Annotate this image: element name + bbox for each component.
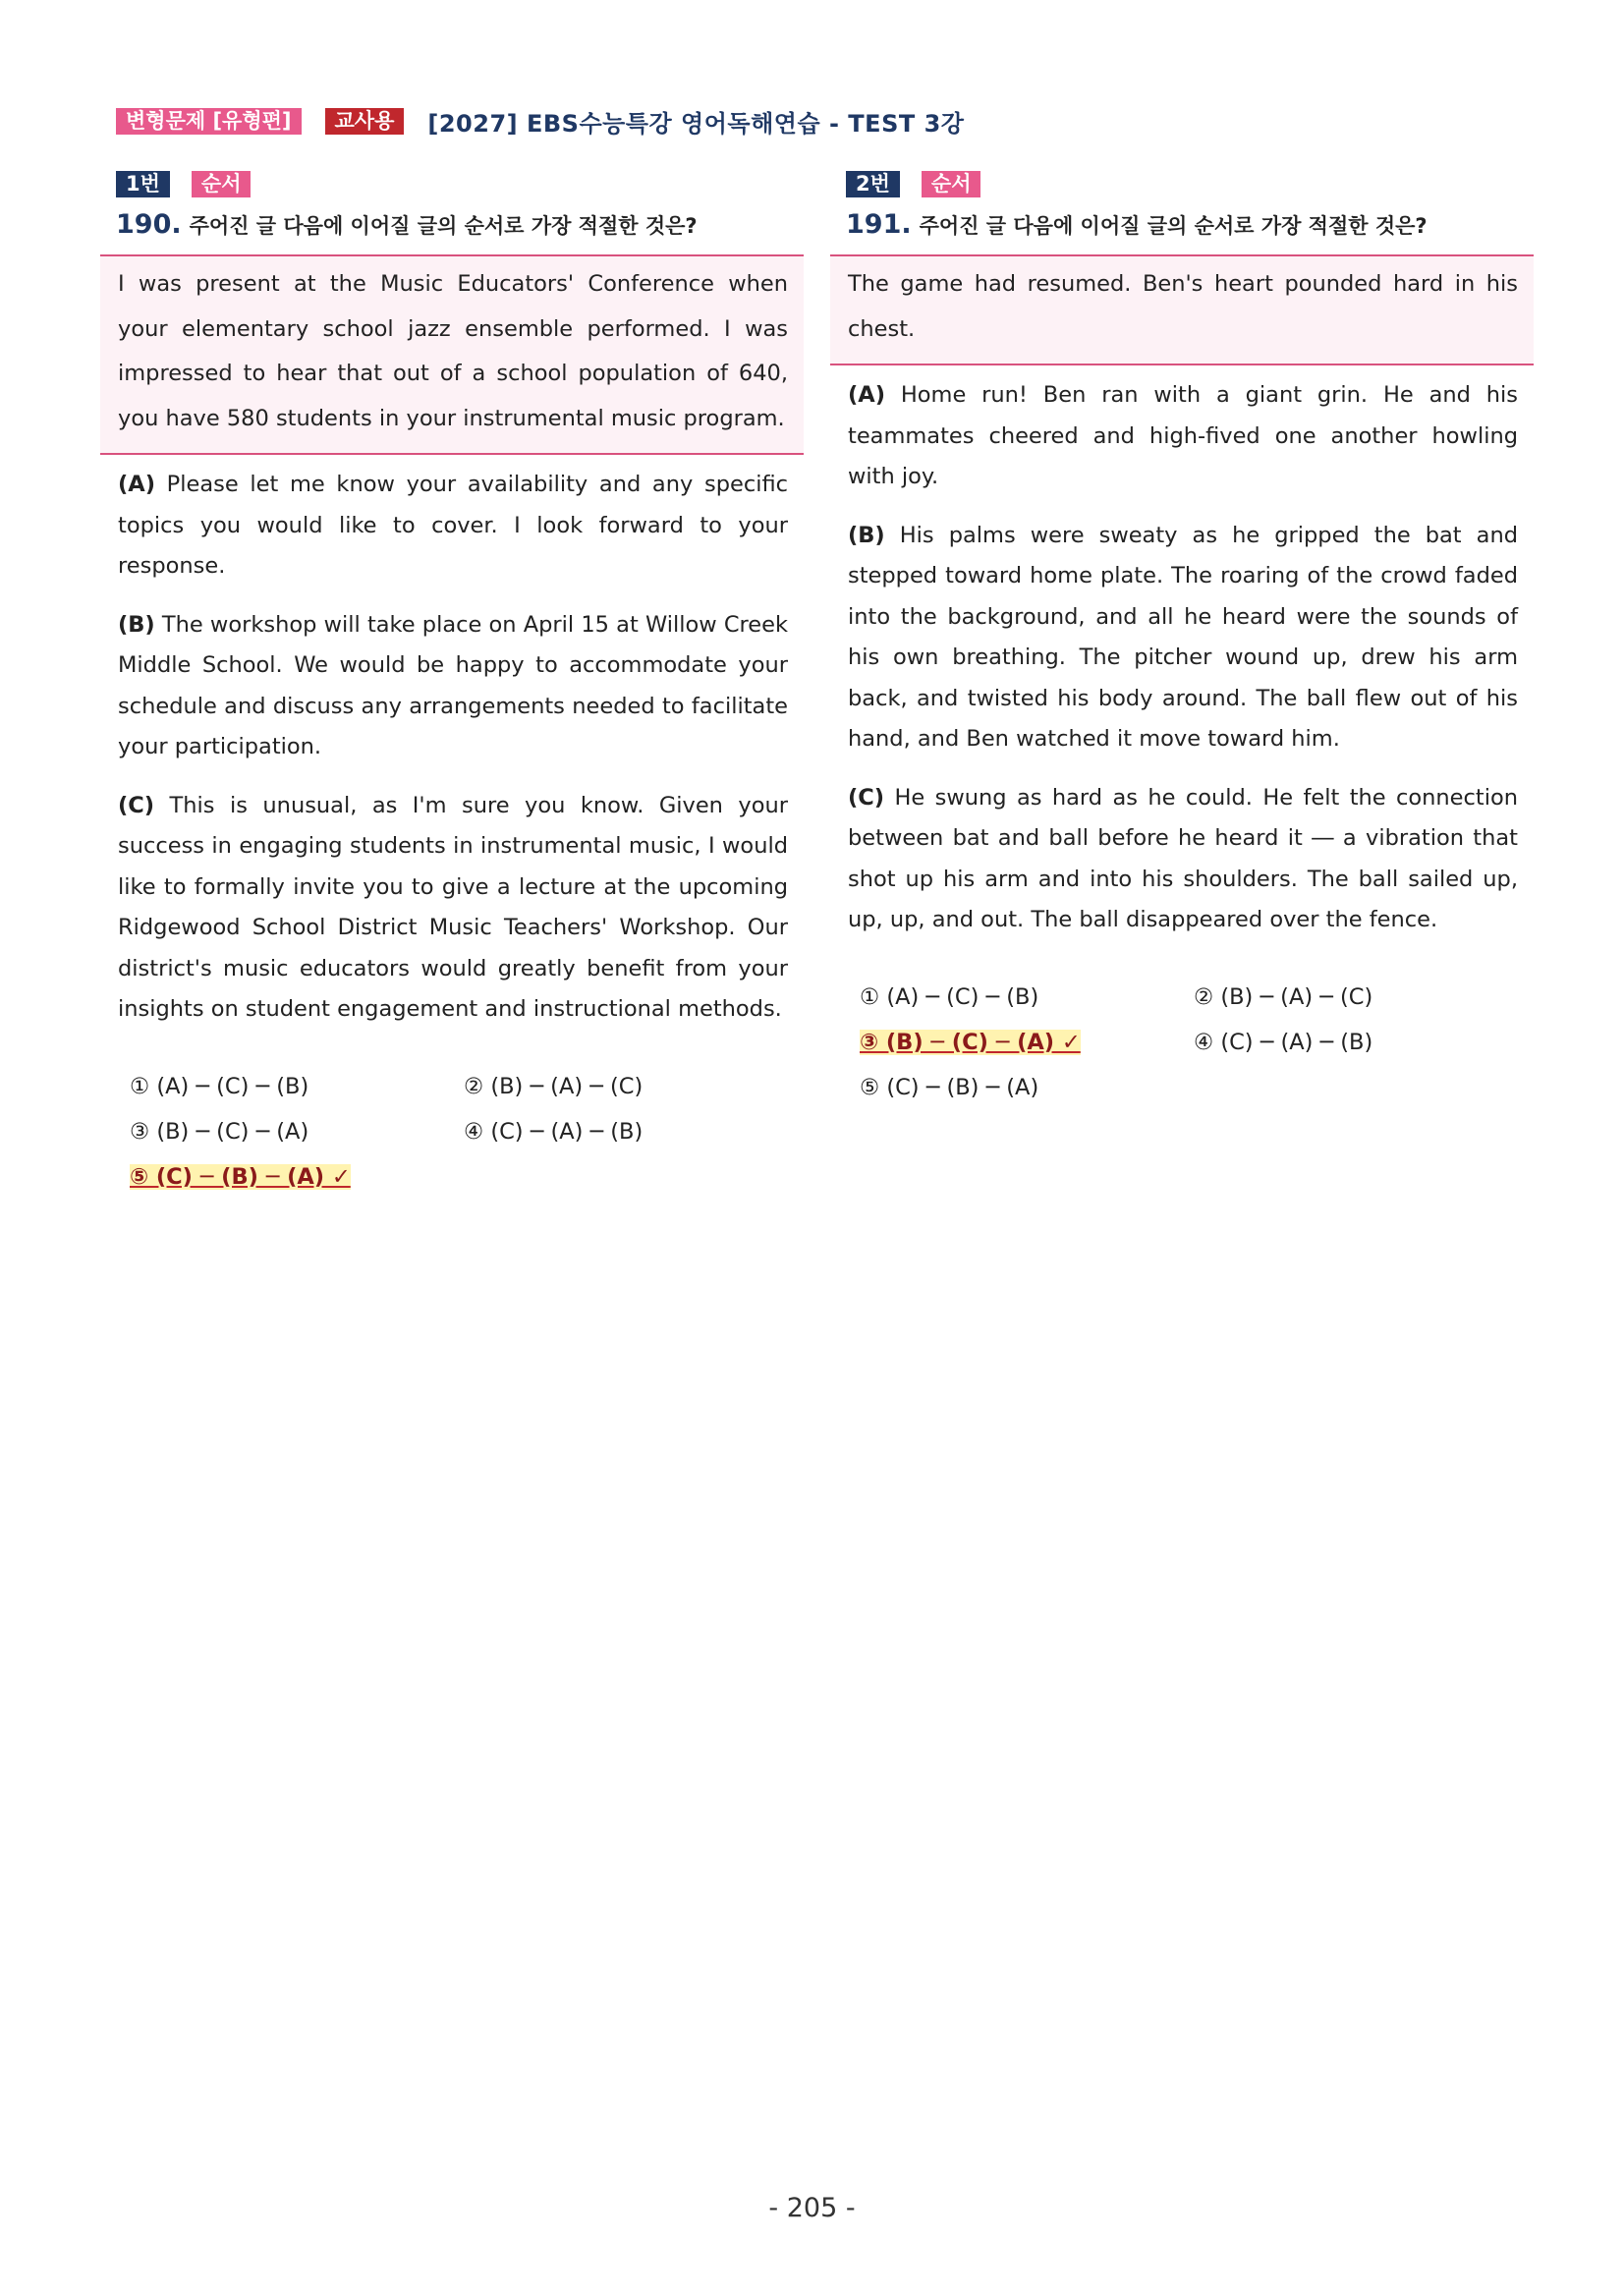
question-label bbox=[846, 171, 1534, 197]
question-number: 190. bbox=[116, 209, 182, 240]
paragraph-b bbox=[848, 516, 1518, 760]
choice-5 bbox=[130, 1164, 464, 1190]
question-prompt bbox=[846, 207, 1534, 243]
question-type-tag: 순서 bbox=[192, 171, 252, 197]
paragraph-label: (A) bbox=[118, 472, 155, 497]
paragraph-label: (C) bbox=[848, 784, 885, 811]
choice-5: ⑤ (C) ─ (B) ─ (A) bbox=[860, 1074, 1039, 1100]
question-191 bbox=[830, 171, 1534, 1110]
correct-answer: ⑤ (C) ─ (B) ─ (A) ✓ bbox=[130, 1163, 351, 1190]
choice-1: ① (A) ─ (C) ─ (B) bbox=[860, 983, 1039, 1010]
choice-4: ④ (C) ─ (A) ─ (B) bbox=[1194, 1029, 1373, 1055]
paragraph-text: Please let me know your availability and any specific topics you would like to cover. I look forward to your response. bbox=[118, 472, 788, 579]
variant-type-tag: 변형문제 [유형편] bbox=[116, 108, 302, 135]
question-number: 191. bbox=[846, 209, 912, 240]
paragraph-text: He swung as hard as he could. He felt the connection between bat and ball before he heard it ― a vibration that shot up his arm and into his shoulders. The ball sailed up, up, up, and out. The ball disappeared over the fence. bbox=[848, 784, 1518, 932]
prompt-text: 주어진 글 다음에 이어질 글의 순서로 가장 적절한 것은? bbox=[919, 214, 1428, 238]
choice-3: ③ (B) ─ (C) ─ (A) bbox=[130, 1118, 309, 1145]
choice-2: ② (B) ─ (A) ─ (C) bbox=[1194, 983, 1373, 1010]
choice-row bbox=[130, 1154, 804, 1200]
page-number: - 205 - bbox=[768, 2193, 856, 2223]
choice-row bbox=[860, 1065, 1534, 1110]
question-prompt bbox=[116, 207, 804, 243]
question-number-tag: 1번 bbox=[116, 171, 170, 197]
given-passage: I was present at the Music Educators' Conference when your elementary school jazz ensemble performed. I was impressed to hear that out of a school population of 640, you have 580 students in your instrumental music program. bbox=[100, 254, 804, 455]
given-passage: The game had resumed. Ben's heart pounded hard in his chest. bbox=[830, 254, 1534, 365]
paragraph-a bbox=[848, 375, 1518, 498]
question-type-tag: 순서 bbox=[922, 171, 981, 197]
page-header bbox=[116, 104, 964, 138]
paragraph-a bbox=[118, 465, 788, 588]
paragraph-c bbox=[848, 778, 1518, 941]
paragraph-label: (B) bbox=[118, 611, 155, 638]
paragraph-c bbox=[118, 786, 788, 1031]
question-label bbox=[116, 171, 804, 197]
prompt-text: 주어진 글 다음에 이어질 글의 순서로 가장 적절한 것은? bbox=[189, 214, 698, 238]
paragraph-text: Home run! Ben ran with a giant grin. He and his teammates cheered and high-fived one another howling with joy. bbox=[848, 382, 1518, 489]
choice-3 bbox=[860, 1030, 1194, 1055]
answer-choices bbox=[130, 1064, 804, 1200]
choice-row bbox=[130, 1109, 804, 1154]
paragraph-text: The workshop will take place on April 15 at Willow Creek Middle School. We would be happy to accommodate your schedule and discuss any arrangements needed to facilitate your participation. bbox=[118, 611, 788, 759]
teacher-tag: 교사용 bbox=[325, 108, 405, 135]
choice-row bbox=[860, 975, 1534, 1020]
question-190 bbox=[100, 171, 804, 1200]
choice-row bbox=[130, 1064, 804, 1109]
paragraph-text: This is unusual, as I'm sure you know. Given your success in engaging students in instrumental music, I would like to formally invite you to give a lecture at the upcoming Ridgewood School District Music Teachers' Workshop. Our district's music educators would greatly benefit from your insights on student engagement and instructional methods. bbox=[118, 792, 788, 1022]
choice-2: ② (B) ─ (A) ─ (C) bbox=[464, 1073, 644, 1099]
question-number-tag: 2번 bbox=[846, 171, 900, 197]
answer-choices bbox=[860, 975, 1534, 1110]
paragraph-text: His palms were sweaty as he gripped the bat and stepped toward home plate. The roaring of the crowd faded into the background, and all he heard were the sounds of his own breathing. The pitcher wound up, drew his arm back, and twisted his body around. The ball flew out of his hand, and Ben watched it move toward him. bbox=[848, 522, 1518, 752]
correct-answer: ③ (B) ─ (C) ─ (A) ✓ bbox=[860, 1029, 1081, 1055]
page-title: [2027] EBS수능특강 영어독해연습 - TEST 3강 bbox=[427, 109, 965, 138]
paragraph-b bbox=[118, 605, 788, 768]
paragraph-label: (C) bbox=[118, 792, 155, 818]
choice-row bbox=[860, 1020, 1534, 1065]
choice-1: ① (A) ─ (C) ─ (B) bbox=[130, 1073, 309, 1099]
choice-4: ④ (C) ─ (A) ─ (B) bbox=[464, 1118, 644, 1145]
paragraph-label: (B) bbox=[848, 522, 885, 548]
paragraph-label: (A) bbox=[848, 382, 885, 408]
